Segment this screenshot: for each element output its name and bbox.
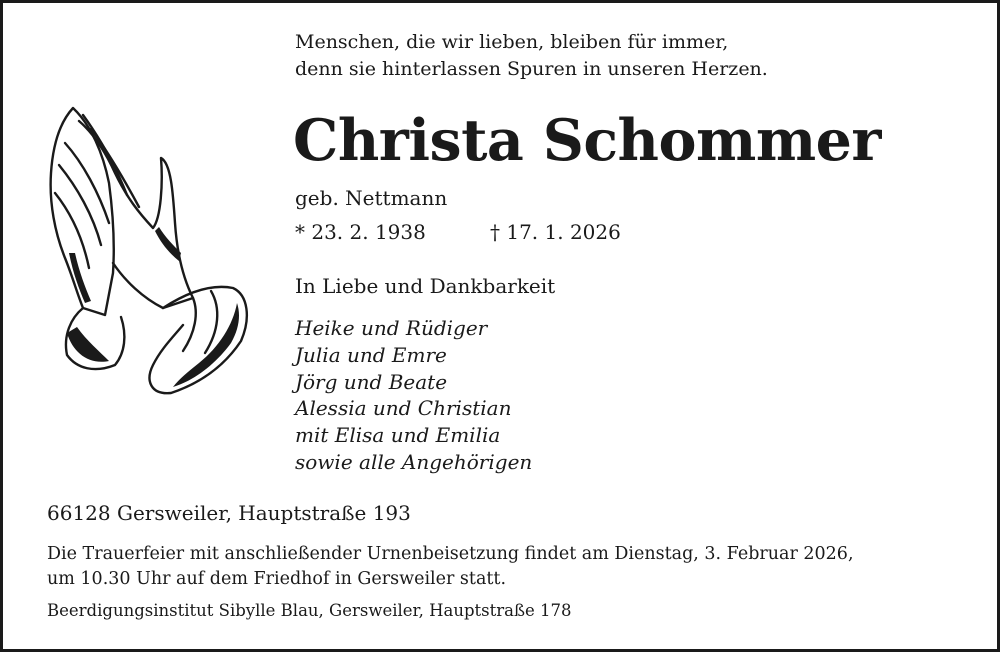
undertaker-info: Beerdigungsinstitut Sibylle Blau, Gersweiler, Hauptstraße 178 bbox=[47, 601, 572, 620]
ceremony-line-1: Die Trauerfeier mit anschließender Urnenbeisetzung findet am Dienstag, 3. Februar 2026, bbox=[47, 544, 854, 564]
thanks-line: In Liebe und Dankbarkeit bbox=[295, 274, 556, 298]
mourner-item: Julia und Emre bbox=[295, 342, 447, 367]
mourner-item: mit Elisa und Emilia bbox=[295, 423, 501, 448]
death-date: † 17. 1. 2026 bbox=[490, 220, 621, 244]
motto-quote bbox=[295, 29, 768, 83]
mourner-item: Jörg und Beate bbox=[295, 369, 448, 394]
birth-date: * 23. 2. 1938 bbox=[295, 220, 426, 244]
ceremony-notice bbox=[47, 542, 854, 592]
praying-hands-icon bbox=[43, 103, 258, 403]
mourner-item: Alessia und Christian bbox=[295, 396, 512, 421]
birth-name: geb. Nettmann bbox=[295, 186, 448, 210]
mourner-item: sowie alle Angehörigen bbox=[295, 449, 533, 474]
motto-line-1: Menschen, die wir lieben, bleiben für immer, bbox=[295, 31, 729, 53]
motto-line-2: denn sie hinterlassen Spuren in unseren Herzen. bbox=[295, 58, 768, 80]
mourners-list bbox=[295, 315, 532, 476]
ceremony-line-2: um 10.30 Uhr auf dem Friedhof in Gersweiler statt. bbox=[47, 569, 507, 589]
mourner-item: Heike und Rüdiger bbox=[295, 316, 488, 340]
family-address: 66128 Gersweiler, Hauptstraße 193 bbox=[47, 501, 411, 525]
deceased-name: Christa Schommer bbox=[293, 107, 881, 174]
